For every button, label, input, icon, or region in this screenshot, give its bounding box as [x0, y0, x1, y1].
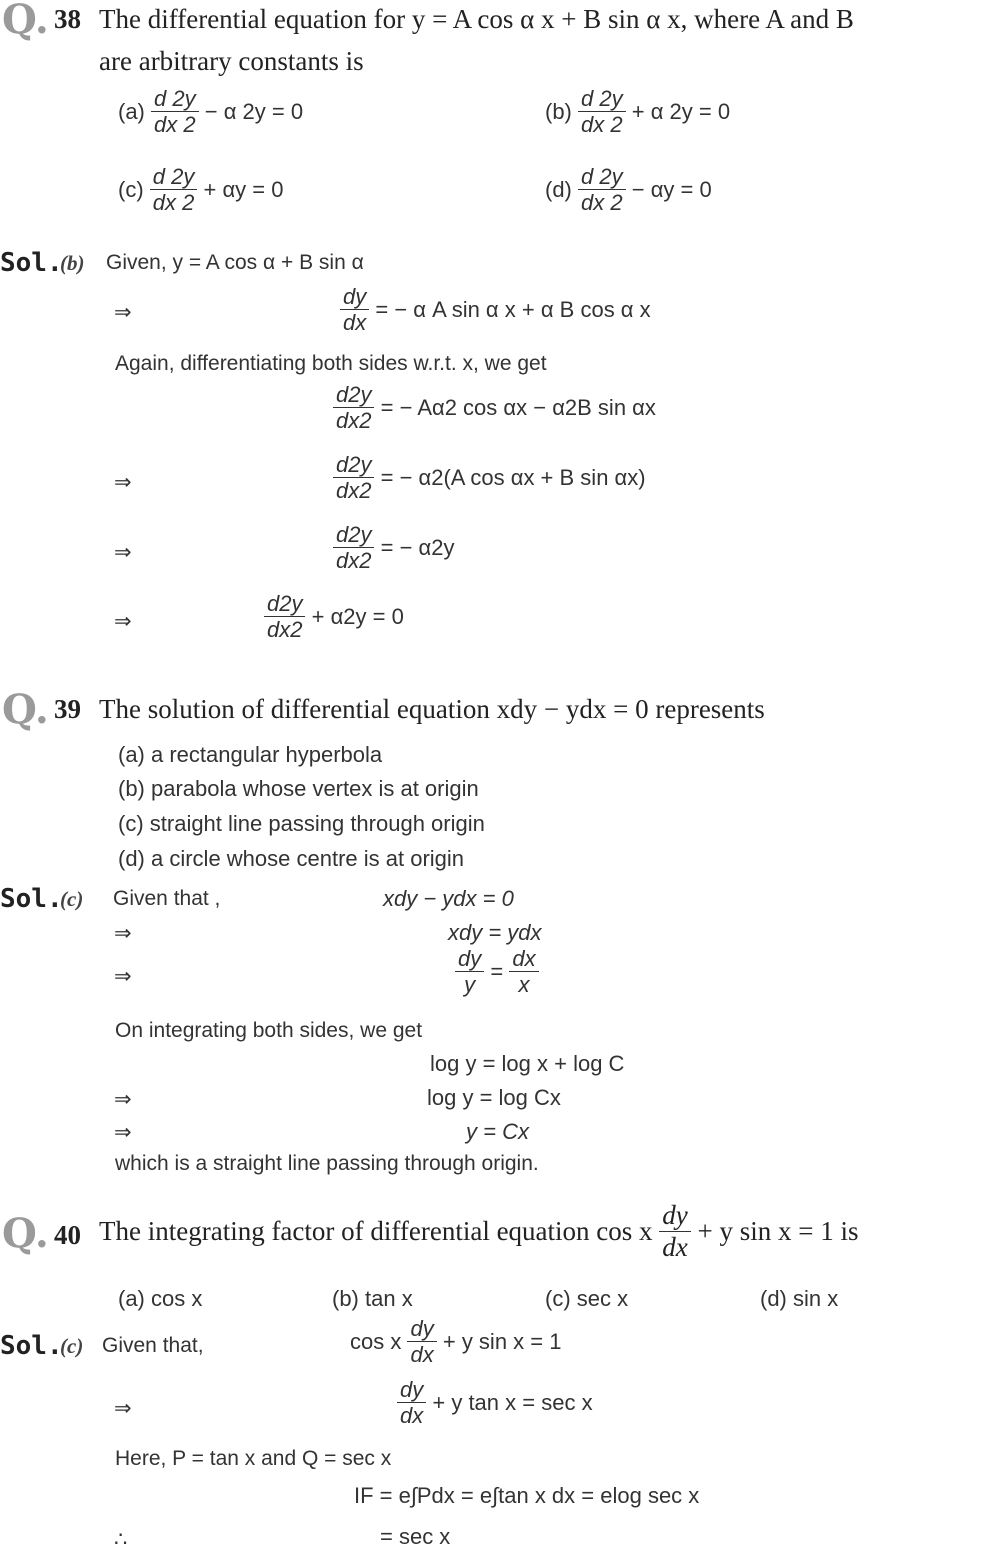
option-c: (c) sec x	[545, 1286, 629, 1311]
question-text: The integrating factor of differential equation cos x $\frac{dy}{dx}$ + y sin x = 1 is	[99, 1200, 859, 1263]
implies-symbol: ⇒	[114, 1088, 132, 1111]
solution-step: $\frac{d2y}{dx2}$ = − Aα2 cos αx − α2B sin αx	[333, 382, 656, 434]
option-a: (a) a rectangular hyperbola	[118, 742, 383, 767]
solution-label: Sol.	[0, 248, 63, 278]
question-text-continued: are arbitrary constants is	[99, 46, 364, 76]
option-c: (c) $\frac{d 2y}{dx 2}$ + αy = 0	[118, 164, 284, 216]
solution-step: $\frac{d2y}{dx2}$ + α2y = 0	[264, 591, 404, 643]
solution-conclusion: which is a straight line passing through origin.	[115, 1152, 539, 1175]
question-number: 40	[54, 1220, 81, 1250]
question-text: The solution of differential equation xdy − ydx = 0 represents	[99, 694, 765, 724]
question-marker: Q.	[2, 1210, 49, 1257]
solution-step: xdy = ydx	[448, 920, 542, 945]
option-b: (b) parabola whose vertex is at origin	[118, 776, 479, 801]
integrating-factor: IF = e∫Pdx = e∫tan x dx = elog sec x	[354, 1483, 700, 1508]
solution-step: xdy − ydx = 0	[383, 886, 514, 911]
solution-answer: (c)	[60, 887, 84, 911]
question-marker: Q.	[2, 0, 49, 43]
implies-symbol: ⇒	[114, 1397, 132, 1420]
option-a: (a) cos x	[118, 1286, 203, 1311]
solution-text: Here, P = tan x and Q = sec x	[115, 1447, 392, 1470]
solution-step: log y = log Cx	[427, 1085, 561, 1110]
option-b: (b) tan x	[332, 1286, 413, 1311]
solution-given: Given that,	[102, 1334, 204, 1357]
implies-symbol: ⇒	[114, 965, 132, 988]
solution-step: $\frac{d2y}{dx2}$ = − α2y	[333, 522, 454, 574]
solution-text: Again, differentiating both sides w.r.t. x, we get	[115, 352, 547, 375]
question-text: The differential equation for y = A cos α x + B sin α x, where A and B	[99, 4, 854, 34]
implies-symbol: ⇒	[114, 1121, 132, 1144]
solution-step: log y = log x + log C	[430, 1051, 625, 1076]
solution-label: Sol.	[0, 1331, 63, 1361]
implies-symbol: ⇒	[114, 541, 132, 564]
implies-symbol: ⇒	[114, 471, 132, 494]
implies-symbol: ⇒	[114, 301, 132, 324]
option-d: (d) sin x	[760, 1286, 839, 1311]
option-a: (a) $\frac{d 2y}{dx 2}$ − α 2y = 0	[118, 86, 304, 138]
solution-step: cos x $\frac{dy}{dx}$ + y sin x = 1	[350, 1316, 562, 1368]
solution-step: $\frac{d2y}{dx2}$ = − α2(A cos αx + B sin αx)	[333, 452, 646, 504]
solution-given: Given that ,	[113, 887, 221, 910]
option-d: (d) $\frac{d 2y}{dx 2}$ − αy = 0	[545, 164, 712, 216]
option-b: (b) $\frac{d 2y}{dx 2}$ + α 2y = 0	[545, 86, 731, 138]
solution-result: = sec x	[380, 1524, 451, 1549]
solution-step: $\frac{dy}{y}$ = $\frac{dx}{x}$	[455, 946, 539, 998]
therefore-symbol: ∴	[114, 1528, 128, 1551]
solution-answer: (b)	[60, 251, 85, 275]
solution-answer: (c)	[60, 1334, 84, 1358]
option-c: (c) straight line passing through origin	[118, 811, 485, 836]
question-marker: Q.	[2, 686, 49, 733]
question-number: 38	[54, 4, 81, 34]
solution-step: $\frac{dy}{dx}$ = − α A sin α x + α B cos α x	[340, 284, 651, 336]
solution-step: $\frac{dy}{dx}$ + y tan x = sec x	[397, 1377, 593, 1429]
implies-symbol: ⇒	[114, 922, 132, 945]
implies-symbol: ⇒	[114, 610, 132, 633]
solution-given: Given, y = A cos α + B sin α	[106, 251, 364, 274]
solution-label: Sol.	[0, 884, 63, 914]
question-number: 39	[54, 694, 81, 724]
solution-text: On integrating both sides, we get	[115, 1019, 423, 1042]
option-d: (d) a circle whose centre is at origin	[118, 846, 465, 871]
solution-step: y = Cx	[466, 1119, 529, 1144]
